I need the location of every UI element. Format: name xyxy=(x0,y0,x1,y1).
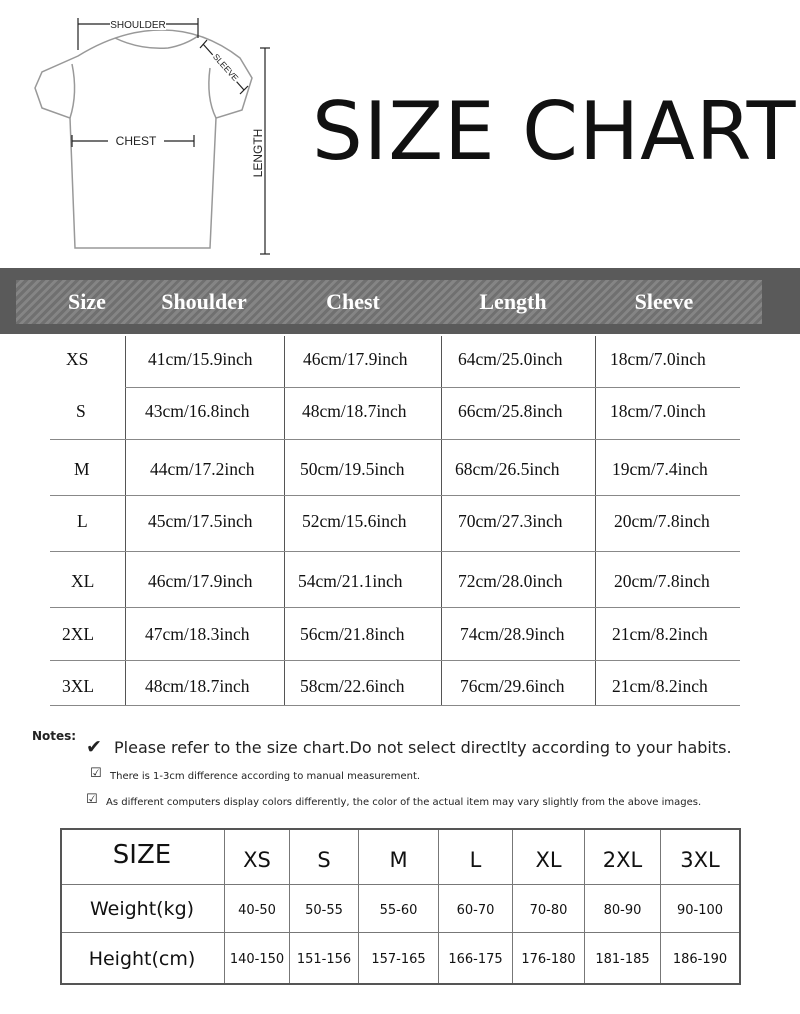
height-cell: 140-150 xyxy=(229,952,285,967)
sleeve-cell: 21cm/8.2inch xyxy=(612,676,708,696)
body-size-cell: S xyxy=(317,848,331,872)
size-cell: XS xyxy=(66,349,89,369)
weight-cell: 90-100 xyxy=(676,903,724,918)
size-cell: S xyxy=(76,401,86,421)
sleeve-cell: 20cm/7.8inch xyxy=(614,571,710,591)
length-cell: 72cm/28.0inch xyxy=(458,571,563,591)
weight-cell: 40-50 xyxy=(238,903,276,918)
note-item: There is 1-3cm difference according to manual measurement. xyxy=(110,771,421,782)
length-label: LENGTH xyxy=(251,128,265,178)
length-cell: 64cm/25.0inch xyxy=(458,349,563,369)
header-shoulder: Shoulder xyxy=(161,289,247,314)
body-measurement-table xyxy=(60,828,741,985)
page-title: SIZE CHART xyxy=(312,85,797,178)
header-size: Size xyxy=(68,289,106,314)
height-cell: 166-175 xyxy=(448,952,503,967)
height-label: Height(cm) xyxy=(88,948,196,970)
checkmark-icon: ☑ xyxy=(86,792,98,807)
note-item: Please refer to the size chart.Do not select directlty according to your habits. xyxy=(114,738,732,757)
shoulder-label: SHOULDER xyxy=(110,20,166,31)
sleeve-cell: 20cm/7.8inch xyxy=(614,511,710,531)
chest-cell: 58cm/22.6inch xyxy=(300,676,405,696)
shoulder-cell: 44cm/17.2inch xyxy=(150,459,255,479)
size-cell: 2XL xyxy=(62,624,95,644)
sleeve-cell: 21cm/8.2inch xyxy=(612,624,708,644)
weight-cell: 50-55 xyxy=(305,903,343,918)
length-cell: 70cm/27.3inch xyxy=(458,511,563,531)
weight-label: Weight(kg) xyxy=(89,898,195,920)
shoulder-cell: 47cm/18.3inch xyxy=(145,624,250,644)
chest-cell: 48cm/18.7inch xyxy=(302,401,407,421)
notes-label: Notes: xyxy=(32,729,77,743)
height-cell: 181-185 xyxy=(595,952,650,967)
shoulder-cell: 45cm/17.5inch xyxy=(148,511,253,531)
shoulder-cell: 43cm/16.8inch xyxy=(145,401,250,421)
body-size-cell: XS xyxy=(243,848,271,872)
length-cell: 74cm/28.9inch xyxy=(460,624,565,644)
body-size-header: SIZE xyxy=(112,840,172,870)
header-length: Length xyxy=(479,289,547,314)
header-chest: Chest xyxy=(326,289,380,314)
body-size-cell: 3XL xyxy=(680,848,720,872)
length-cell: 76cm/29.6inch xyxy=(460,676,565,696)
chest-cell: 52cm/15.6inch xyxy=(302,511,407,531)
checkmark-icon: ✔ xyxy=(86,736,102,758)
sleeve-cell: 18cm/7.0inch xyxy=(610,401,706,421)
body-size-cell: L xyxy=(469,848,482,872)
size-cell: XL xyxy=(71,571,95,591)
height-cell: 186-190 xyxy=(672,952,728,967)
chest-label: CHEST xyxy=(115,134,157,148)
shoulder-cell: 48cm/18.7inch xyxy=(145,676,250,696)
height-cell: 151-156 xyxy=(296,952,352,967)
sleeve-label: SLEEVE xyxy=(210,51,241,83)
height-cell: 176-180 xyxy=(521,952,576,967)
shoulder-cell: 41cm/15.9inch xyxy=(148,349,253,369)
weight-cell: 70-80 xyxy=(529,903,568,918)
body-size-cell: 2XL xyxy=(602,848,643,872)
chest-cell: 56cm/21.8inch xyxy=(300,624,405,644)
body-size-cell: XL xyxy=(535,848,562,872)
shoulder-cell: 46cm/17.9inch xyxy=(148,571,253,591)
size-cell: L xyxy=(77,511,88,531)
weight-cell: 80-90 xyxy=(603,903,642,918)
chest-cell: 54cm/21.1inch xyxy=(298,571,403,591)
weight-cell: 60-70 xyxy=(456,903,495,918)
length-cell: 68cm/26.5inch xyxy=(455,459,560,479)
chest-cell: 46cm/17.9inch xyxy=(303,349,408,369)
size-cell: M xyxy=(74,459,90,479)
header-sleeve: Sleeve xyxy=(634,289,694,314)
body-size-cell: M xyxy=(389,848,408,872)
note-item: As different computers display colors differently, the color of the actual item may vary slightly from the above images. xyxy=(106,797,702,808)
sleeve-cell: 19cm/7.4inch xyxy=(612,459,708,479)
chest-cell: 50cm/19.5inch xyxy=(300,459,405,479)
sleeve-cell: 18cm/7.0inch xyxy=(610,349,706,369)
checkmark-icon: ☑ xyxy=(90,766,102,781)
tshirt-measurement-diagram xyxy=(20,8,280,263)
weight-cell: 55-60 xyxy=(379,903,418,918)
size-cell: 3XL xyxy=(62,676,95,696)
length-cell: 66cm/25.8inch xyxy=(458,401,563,421)
height-cell: 157-165 xyxy=(371,952,426,967)
